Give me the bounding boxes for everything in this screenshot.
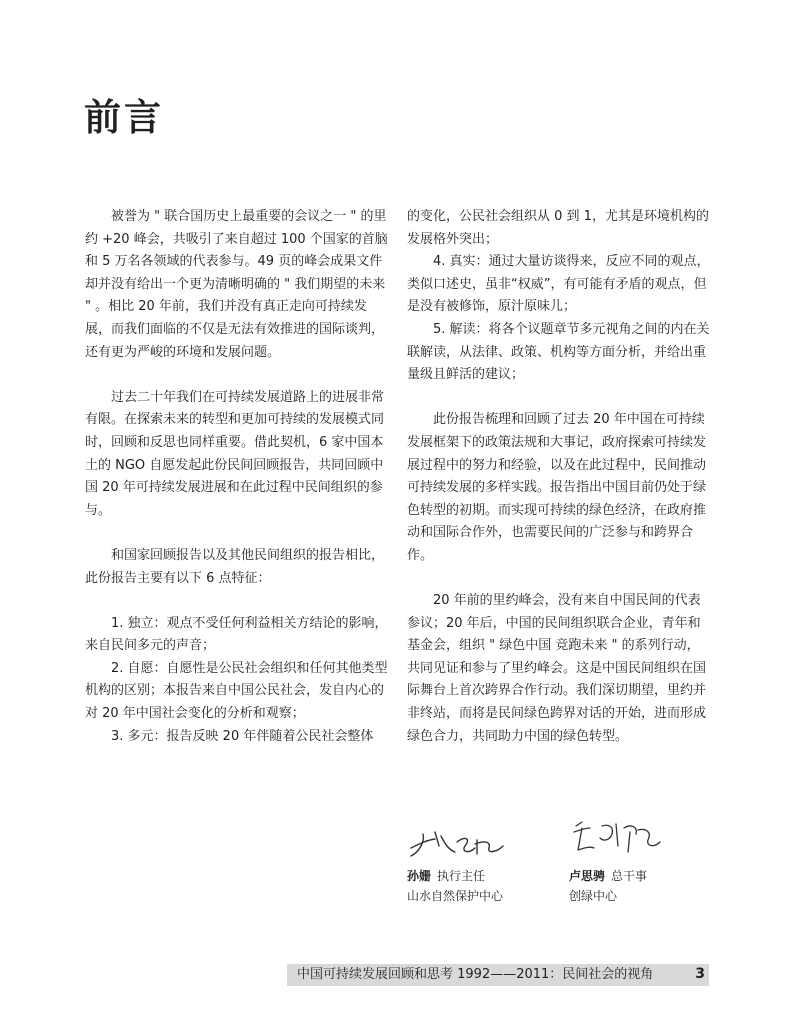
list-item: 1. 独立：观点不受任何利益相关方结论的影响，来自民间多元的声音； <box>85 615 388 654</box>
paragraph: 的变化，公民社会组织从 0 到 1，尤其是环境机构的发展格外突出； <box>407 209 709 247</box>
right-column <box>407 206 712 748</box>
signature-sun-shan <box>405 826 515 862</box>
paragraph: 过去二十年我们在可持续发展道路上的进展非常有限。在探索未来的转型和更加可持续的发展模式同时，回顾和反思也同样重要。借此契机，6 家中国本土的 NGO 自愿发起此份民间回顾报告，共同回顾中国 20 年可持续发展进展和在此过程中民间组织的参与。 <box>85 389 385 518</box>
signature-lu-sicheng <box>568 814 668 858</box>
left-column <box>85 206 390 748</box>
paragraph: 此份报告梳理和回顾了过去 20 年中国在可持续发展框架下的政策法规和大事记，政府探索可持续发展过程中的努力和经验，以及在此过程中，民间推动可持续发展的多样实践。报告指出中国目前仍处于绿色转型的初期。而实现可持续的绿色经济，在政府推动和国际合作外，也需要民间的广泛参与和跨界合作。 <box>407 412 707 563</box>
page-number: 3 <box>695 966 705 982</box>
signatory-block <box>569 866 647 906</box>
signatory-name: 卢思骋 <box>569 869 606 883</box>
list-item: 4. 真实：通过大量访谈得来，反应不同的观点，类似口述史，虽非“权威”，有可能有矛盾的观点，但是没有被修饰，原汁原味儿； <box>407 254 710 315</box>
paragraph: 和国家回顾报告以及其他民间组织的报告相比，此份报告主要有以下 6 点特征： <box>85 547 385 586</box>
list-item: 2. 自愿：自愿性是公民社会组织和任何其他类型机构的区别；本报告来自中国公民社会，发自内心的对 20 年中国社会变化的分析和观察； <box>85 660 388 722</box>
signatory-role: 总干事 <box>611 869 648 883</box>
footer-bar <box>287 964 709 986</box>
signatory-org: 创绿中心 <box>569 889 618 903</box>
signatory-name: 孙姗 <box>407 869 432 883</box>
paragraph: 被誉为 " 联合国历史上最重要的会议之一 " 的里约 +20 峰会，共吸引了来自超过 100 个国家的首脑和 5 万名各领域的代表参与。49 页的峰会成果文件却并没有给出一个更为清晰明确的 " 我们期望的未来 " 。相比 20 年前，我们并没有真正走向可持续发展，而我们面临的不仅是无法有效推进的国际谈判，还有更为严峻的环境和发展问题。 <box>85 209 388 360</box>
signatory-block <box>407 866 503 906</box>
signatory-org: 山水自然保护中心 <box>407 889 504 903</box>
list-item: 5. 解读：将各个议题章节多元视角之间的内在关联解读，从法律、政策、机构等方面分析，并给出重量级且鲜活的建议； <box>407 321 710 383</box>
page-title: 前言 <box>84 96 164 139</box>
signatory-role: 执行主任 <box>437 869 486 883</box>
footer-title: 中国可持续发展回顾和思考 1992——2011：民间社会的视角 <box>297 967 654 982</box>
list-item: 3. 多元：报告反映 20 年伴随着公民社会整体 <box>111 728 374 744</box>
paragraph: 20 年前的里约峰会，没有来自中国民间的代表参议；20 年后，中国的民间组织联合企业，青年和基金会，组织 " 绿色中国 竞跑未来 " 的系列行动，共同见证和参与了里约峰会。这是中国民间组织在国际舞台上首次跨界合作行动。我们深切期望，里约并非终站，而将是民间绿色跨界对话的开始，进而形成绿色合力，共同助力中国的绿色转型。 <box>407 593 707 744</box>
